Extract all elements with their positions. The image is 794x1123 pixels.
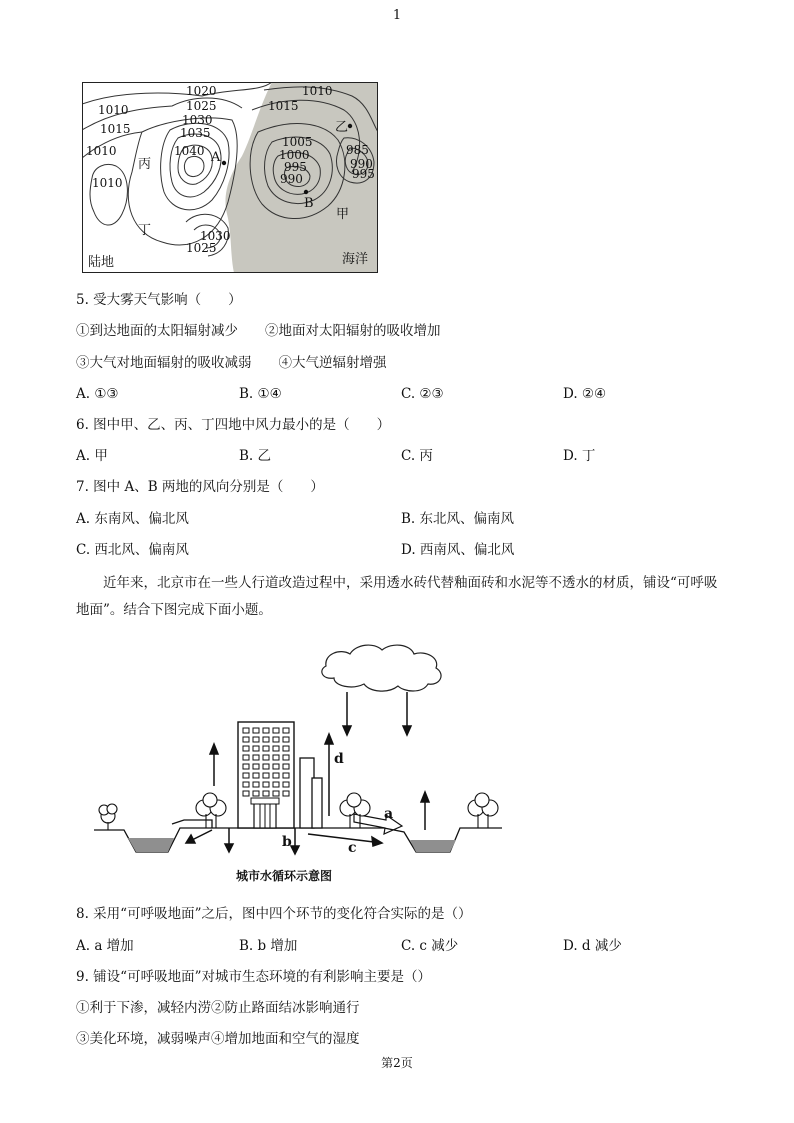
q5-option-a[interactable]: A. ①③ (76, 386, 119, 402)
building-window (253, 728, 259, 733)
point-a-marker (222, 161, 226, 165)
building-window (283, 746, 289, 751)
q8-option-c[interactable]: C. c 减少 (401, 938, 459, 954)
building-window (263, 764, 269, 769)
yi-label: 乙 (335, 120, 349, 135)
building-window (263, 755, 269, 760)
label-d: d (334, 751, 344, 767)
building-window (253, 773, 259, 778)
isobar-label: 990 (280, 172, 303, 186)
building-window (263, 746, 269, 751)
land-label: 陆地 (88, 255, 115, 270)
q6-option-d[interactable]: D. 丁 (563, 448, 596, 464)
diagram-caption: 城市水循环示意图 (236, 869, 333, 883)
label-a: a (384, 806, 394, 822)
q8-stem: 8. 采用“可呼吸地面”之后，图中四个环节的变化符合实际的是（） (76, 906, 472, 922)
building-window (263, 728, 269, 733)
label-b: b (282, 834, 292, 850)
building-window (243, 746, 249, 751)
building-window (243, 764, 249, 769)
building-window (283, 737, 289, 742)
isobar-label: 1010 (86, 144, 117, 158)
q7-option-b[interactable]: B. 东北风、偏南风 (401, 511, 515, 527)
point-b-label: B (304, 196, 314, 211)
q6-option-b[interactable]: B. 乙 (239, 448, 272, 464)
building-window (243, 737, 249, 742)
building-window (283, 755, 289, 760)
q6-option-c[interactable]: C. 丙 (401, 448, 433, 464)
building-window (283, 791, 289, 796)
bing-label: 丙 (138, 157, 152, 172)
building-window (253, 746, 259, 751)
building-window (283, 764, 289, 769)
isobar-label: 1040 (174, 144, 205, 158)
isobar-label: 1030 (200, 229, 231, 243)
building-window (243, 773, 249, 778)
isobar-label: 1005 (282, 135, 313, 149)
building-window (273, 728, 279, 733)
point-b-marker (304, 190, 308, 194)
isobar-label: 1035 (180, 126, 211, 140)
building-window (263, 737, 269, 742)
isobar-label: 1025 (186, 241, 217, 255)
isobar-label: 1010 (92, 176, 123, 190)
left-ditch-water (128, 838, 174, 852)
building-window (253, 737, 259, 742)
small-building (312, 778, 322, 828)
runoff-arrow-a (354, 814, 402, 834)
urban-water-cycle-diagram (94, 640, 506, 890)
building-window (253, 782, 259, 787)
building-window (263, 782, 269, 787)
building-window (253, 764, 259, 769)
page-number: 1 (392, 8, 402, 23)
building-window (283, 728, 289, 733)
building-window (253, 791, 259, 796)
cloud-shape (322, 645, 441, 691)
jia-label: 甲 (336, 207, 350, 222)
q5-stem: 5. 受大雾天气影响（ ） (76, 292, 242, 308)
page-footer: 第2页 (381, 1056, 413, 1070)
isobar-map (82, 82, 378, 273)
q8-option-b[interactable]: B. b 增加 (239, 938, 298, 954)
q5-option-c[interactable]: C. ②③ (401, 386, 444, 402)
isobar-label: 1010 (98, 103, 129, 117)
building-window (273, 746, 279, 751)
building-window (273, 764, 279, 769)
isobar-label: 995 (352, 167, 375, 181)
q7-option-a[interactable]: A. 东南风、偏北风 (76, 511, 189, 527)
q8-option-a[interactable]: A. a 增加 (76, 938, 134, 954)
q8-option-d[interactable]: D. d 减少 (563, 938, 622, 954)
isobar-label: 995 (284, 160, 307, 174)
building-window (243, 755, 249, 760)
isobar-label: 1025 (186, 99, 217, 113)
isobar-label: 1000 (279, 148, 310, 162)
q9-stem: 9. 铺设“可呼吸地面”对城市生态环境的有利影响主要是（） (76, 969, 431, 985)
q6-option-a[interactable]: A. 甲 (76, 448, 108, 464)
q5-option-d[interactable]: D. ②④ (563, 386, 607, 402)
isobar-label: 990 (350, 157, 373, 171)
building-window (253, 755, 259, 760)
building-window (273, 791, 279, 796)
q7-option-d[interactable]: D. 西南风、偏北风 (401, 542, 515, 558)
q6-stem: 6. 图中甲、乙、丙、丁四地中风力最小的是（ ） (76, 417, 391, 433)
building-window (273, 737, 279, 742)
ocean-label: 海洋 (342, 252, 369, 267)
q7-stem: 7. 图中 A、B 两地的风向分别是（ ） (76, 479, 324, 495)
building-window (273, 782, 279, 787)
building-window (283, 782, 289, 787)
isobar-label: 1020 (186, 84, 217, 98)
building-window (243, 728, 249, 733)
point-yi-marker (348, 124, 352, 128)
right-ditch-water (410, 840, 456, 852)
reading-passage: 近年来，北京市在一些人行道改造过程中，采用透水砖代替釉面砖和水泥等不透水的材质，铺设“可呼吸地面”。结合下图完成下面小题。 (76, 575, 718, 618)
q5-statement-line1: ①到达地面的太阳辐射减少 ②地面对太阳辐射的吸收增加 (76, 323, 441, 339)
q9-statement-line1: ①利于下渗，减轻内涝②防止路面结冰影响通行 (76, 1000, 360, 1016)
building-window (243, 782, 249, 787)
ding-label: 丁 (138, 223, 152, 238)
building-window (273, 755, 279, 760)
q7-option-c[interactable]: C. 西北风、偏南风 (76, 542, 189, 558)
q5-option-b[interactable]: B. ①④ (239, 386, 282, 402)
building-window (263, 773, 269, 778)
building-window (273, 773, 279, 778)
building-window (243, 791, 249, 796)
q9-statement-line2: ③美化环境，减弱噪声④增加地面和空气的湿度 (76, 1031, 360, 1047)
isobar-label: 1010 (302, 84, 333, 98)
isobar-label: 1030 (182, 113, 213, 127)
isobar-label: 1015 (100, 122, 131, 136)
building-window (263, 791, 269, 796)
label-c: c (348, 840, 357, 856)
point-a-label: A (211, 150, 221, 165)
q5-statement-line2: ③大气对地面辐射的吸收减弱 ④大气逆辐射增强 (76, 355, 387, 371)
isobar-label: 1015 (268, 99, 299, 113)
isobar-label: 985 (346, 143, 369, 157)
building-window (283, 773, 289, 778)
